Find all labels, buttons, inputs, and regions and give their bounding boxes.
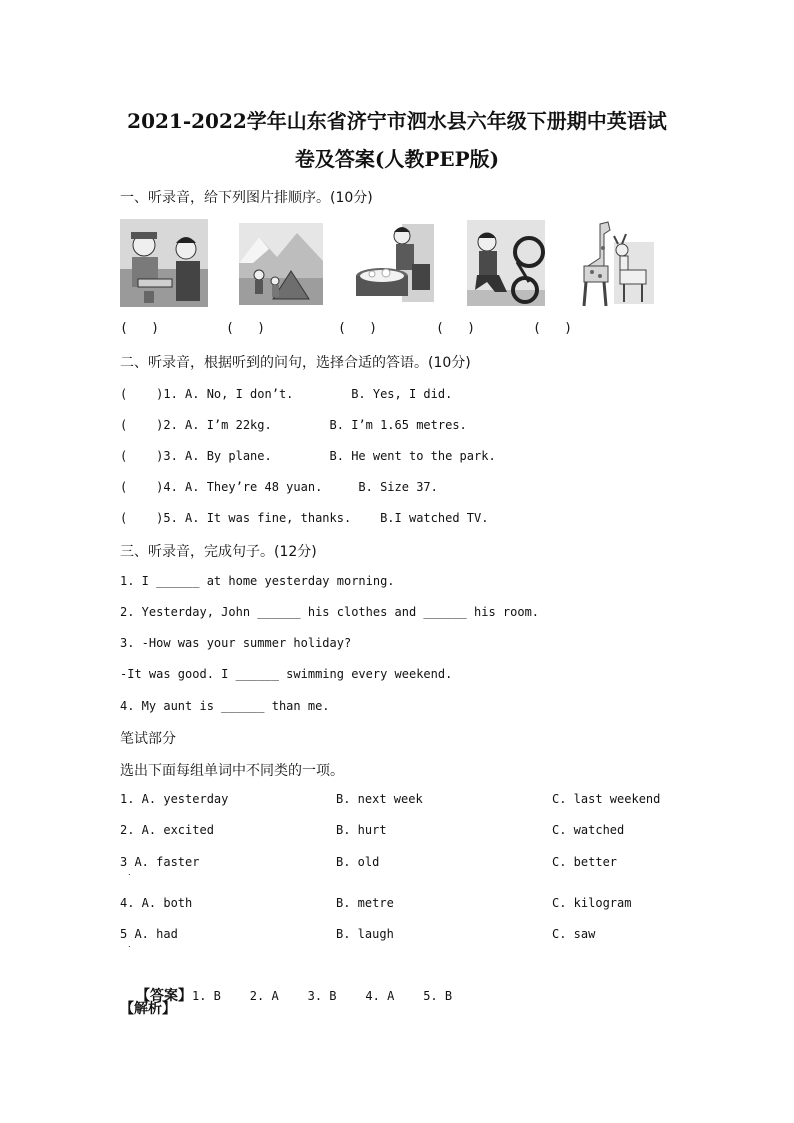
section3-item-3-response: -It was good. I ______ swimming every weekend. (120, 667, 453, 681)
stray-dot-row-3: . (128, 868, 131, 877)
picture-order-blank-4[interactable]: ( ) (436, 321, 476, 336)
odd-one-out-row-1-option-c: C. last weekend (552, 792, 661, 806)
odd-one-out-row-2-option-b: B. hurt (336, 823, 387, 837)
written-section-heading: 笔试部分 (120, 731, 176, 747)
odd-one-out-row-3-option-c: C. better (552, 855, 618, 869)
section2-item-3: ( )3. A. By plane. B. He went to the park. (120, 449, 496, 463)
odd-one-out-row-3-option-b: B. old (336, 855, 380, 869)
odd-one-out-row-1-option-b: B. next week (336, 792, 423, 806)
giraffe-deer-icon (574, 218, 656, 308)
washing-clothes-icon (356, 224, 434, 302)
odd-one-out-row-5-option-c: C. saw (552, 927, 596, 941)
section2-heading: 二、听录音，根据听到的问句，选择合适的答语。(10分) (120, 355, 471, 371)
odd-one-out-row-4-option-c: C. kilogram (552, 896, 632, 910)
written-instruction: 选出下面每组单词中不同类的一项。 (120, 763, 344, 779)
section3-item-2: 2. Yesterday, John ______ his clothes and ______ his room. (120, 605, 540, 619)
answer-label: 【答案】 (136, 988, 192, 1004)
section2-item-1: ( )1. A. No, I don’t. B. Yes, I did. (120, 387, 453, 401)
bike-fall-icon (467, 220, 545, 306)
odd-one-out-row-4-option-b: B. metre (336, 896, 394, 910)
odd-one-out-row-4-option-a: 4. A. both (120, 896, 193, 910)
odd-one-out-row-1-option-a: 1. A. yesterday (120, 792, 229, 806)
document-title-line1: 2021-2022学年山东省济宁市泗水县六年级下册期中英语试 (127, 109, 667, 133)
picture-order-blank-2[interactable]: ( ) (226, 321, 266, 336)
section1-heading: 一、听录音，给下列图片排顺序。(10分) (120, 190, 373, 206)
document-title-line2: 卷及答案(人教PEP版) (294, 147, 500, 171)
odd-one-out-row-2-option-c: C. watched (552, 823, 625, 837)
kids-selling-icon (120, 219, 208, 307)
stray-dot-row-5: . (128, 940, 131, 949)
odd-one-out-row-5-option-b: B. laugh (336, 927, 394, 941)
section2-item-5: ( )5. A. It was fine, thanks. B.I watched TV. (120, 511, 489, 525)
section3-item-3: 3. -How was your summer holiday? (120, 636, 352, 650)
picture-order-blank-3[interactable]: ( ) (338, 321, 378, 336)
section3-item-1: 1. I ______ at home yesterday morning. (120, 574, 395, 588)
odd-one-out-row-3-option-a: 3 A. faster (120, 855, 200, 869)
odd-one-out-row-2-option-a: 2. A. excited (120, 823, 214, 837)
picture-order-blank-5[interactable]: ( ) (533, 321, 573, 336)
answer-values: 1. B 2. A 3. B 4. A 5. B (192, 989, 453, 1003)
section3-heading: 三、听录音，完成句子。(12分) (120, 544, 317, 560)
camping-tent-icon (239, 223, 323, 305)
picture-order-blank-1[interactable]: ( ) (120, 321, 160, 336)
odd-one-out-row-5-option-a: 5 A. had (120, 927, 178, 941)
section2-item-4: ( )4. A. They’re 48 yuan. B. Size 37. (120, 480, 438, 494)
section3-item-4: 4. My aunt is ______ than me. (120, 699, 330, 713)
section2-item-2: ( )2. A. I’m 22kg. B. I’m 1.65 metres. (120, 418, 467, 432)
analysis-label: 【解析】 (120, 1001, 176, 1017)
